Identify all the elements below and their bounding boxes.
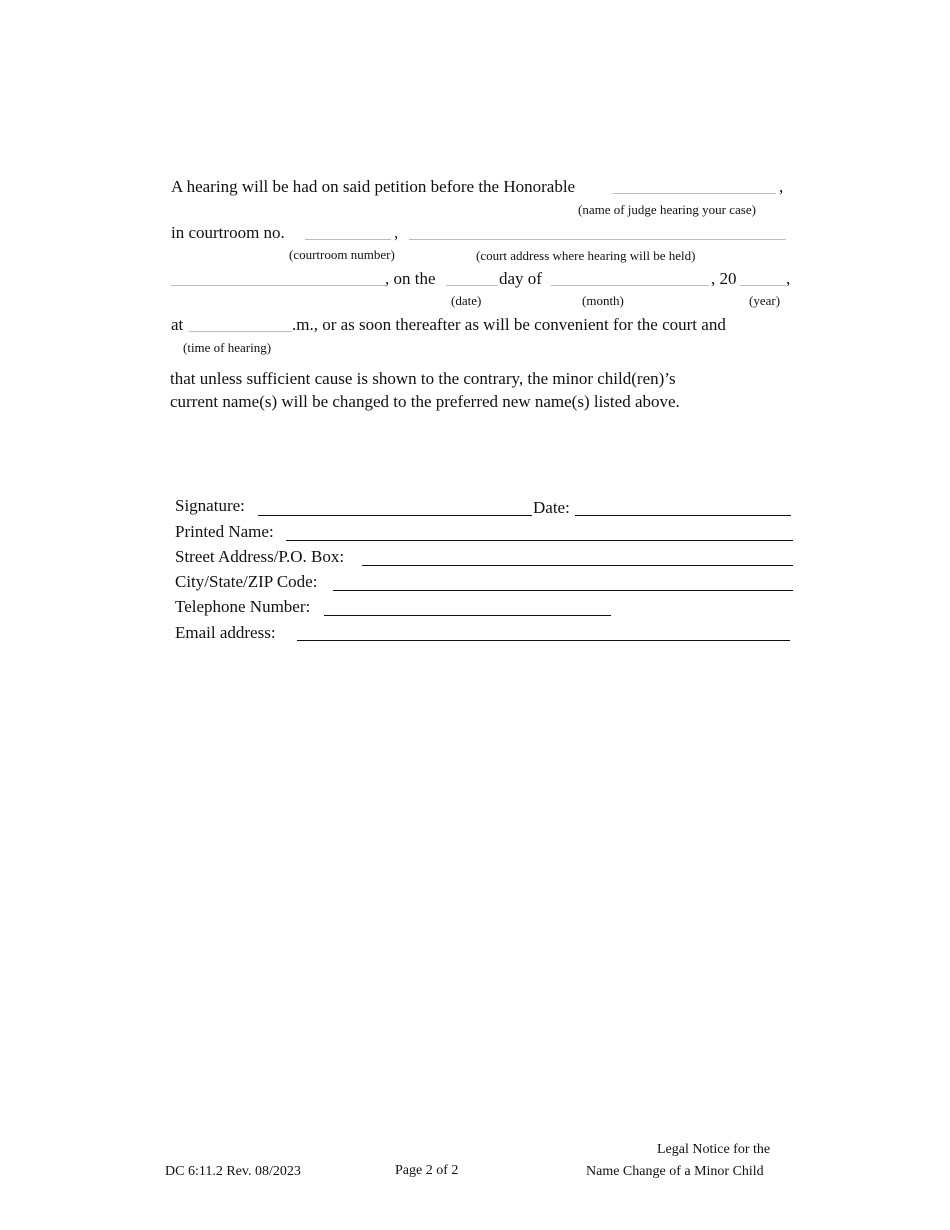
signature-label: Signature: (175, 496, 245, 515)
judge-name-caption: (name of judge hearing your case) (578, 202, 756, 217)
hearing-date-blank[interactable] (446, 285, 498, 286)
hearing-intro-text: A hearing will be had on said petition before the Honorable (171, 177, 576, 196)
signature-field[interactable] (258, 515, 532, 516)
hearing-time-blank[interactable] (189, 331, 292, 332)
notice-paragraph-line: that unless sufficient cause is shown to the contrary, the minor child(ren)’s (170, 369, 676, 388)
printed-name-field[interactable] (286, 540, 793, 541)
telephone-field[interactable] (324, 615, 611, 616)
notice-paragraph-line: current name(s) will be changed to the preferred new name(s) listed above. (170, 392, 680, 411)
city-state-zip-field[interactable] (333, 590, 793, 591)
time-caption: (time of hearing) (183, 340, 272, 355)
on-the-text: , on the (385, 269, 436, 288)
time-continuation-text: .m., or as soon thereafter as will be convenient for the court and (292, 315, 726, 334)
date-field[interactable] (575, 515, 791, 516)
courtroom-text: in courtroom no. (171, 223, 285, 242)
comma: , (786, 269, 791, 288)
year-prefix-text: , 20 (711, 269, 737, 288)
comma: , (779, 177, 784, 196)
year-caption: (year) (749, 293, 781, 308)
courtroom-number-caption: (courtroom number) (289, 247, 395, 262)
weekday-blank[interactable] (171, 285, 386, 286)
telephone-label: Telephone Number: (175, 597, 311, 616)
at-text: at (171, 315, 184, 334)
page-number: Page 2 of 2 (395, 1163, 459, 1178)
footer-title-line: Name Change of a Minor Child (586, 1164, 764, 1179)
city-state-zip-label: City/State/ZIP Code: (175, 572, 318, 591)
month-caption: (month) (582, 293, 624, 308)
printed-name-label: Printed Name: (175, 522, 274, 541)
court-address-blank[interactable] (409, 239, 786, 240)
footer-title-line: Legal Notice for the (657, 1142, 771, 1157)
form-id: DC 6:11.2 Rev. 08/2023 (165, 1164, 301, 1179)
hearing-month-blank[interactable] (551, 285, 709, 286)
email-label: Email address: (175, 623, 276, 642)
date-caption: (date) (451, 293, 482, 308)
street-address-label: Street Address/P.O. Box: (175, 547, 345, 566)
email-field[interactable] (297, 640, 790, 641)
courtroom-number-blank[interactable] (305, 239, 391, 240)
judge-name-blank[interactable] (613, 193, 776, 194)
comma: , (394, 223, 399, 242)
day-of-text: day of (499, 269, 542, 288)
date-label: Date: (533, 498, 570, 517)
court-address-caption: (court address where hearing will be held) (476, 248, 696, 263)
hearing-year-blank[interactable] (740, 285, 786, 286)
street-address-field[interactable] (362, 565, 793, 566)
